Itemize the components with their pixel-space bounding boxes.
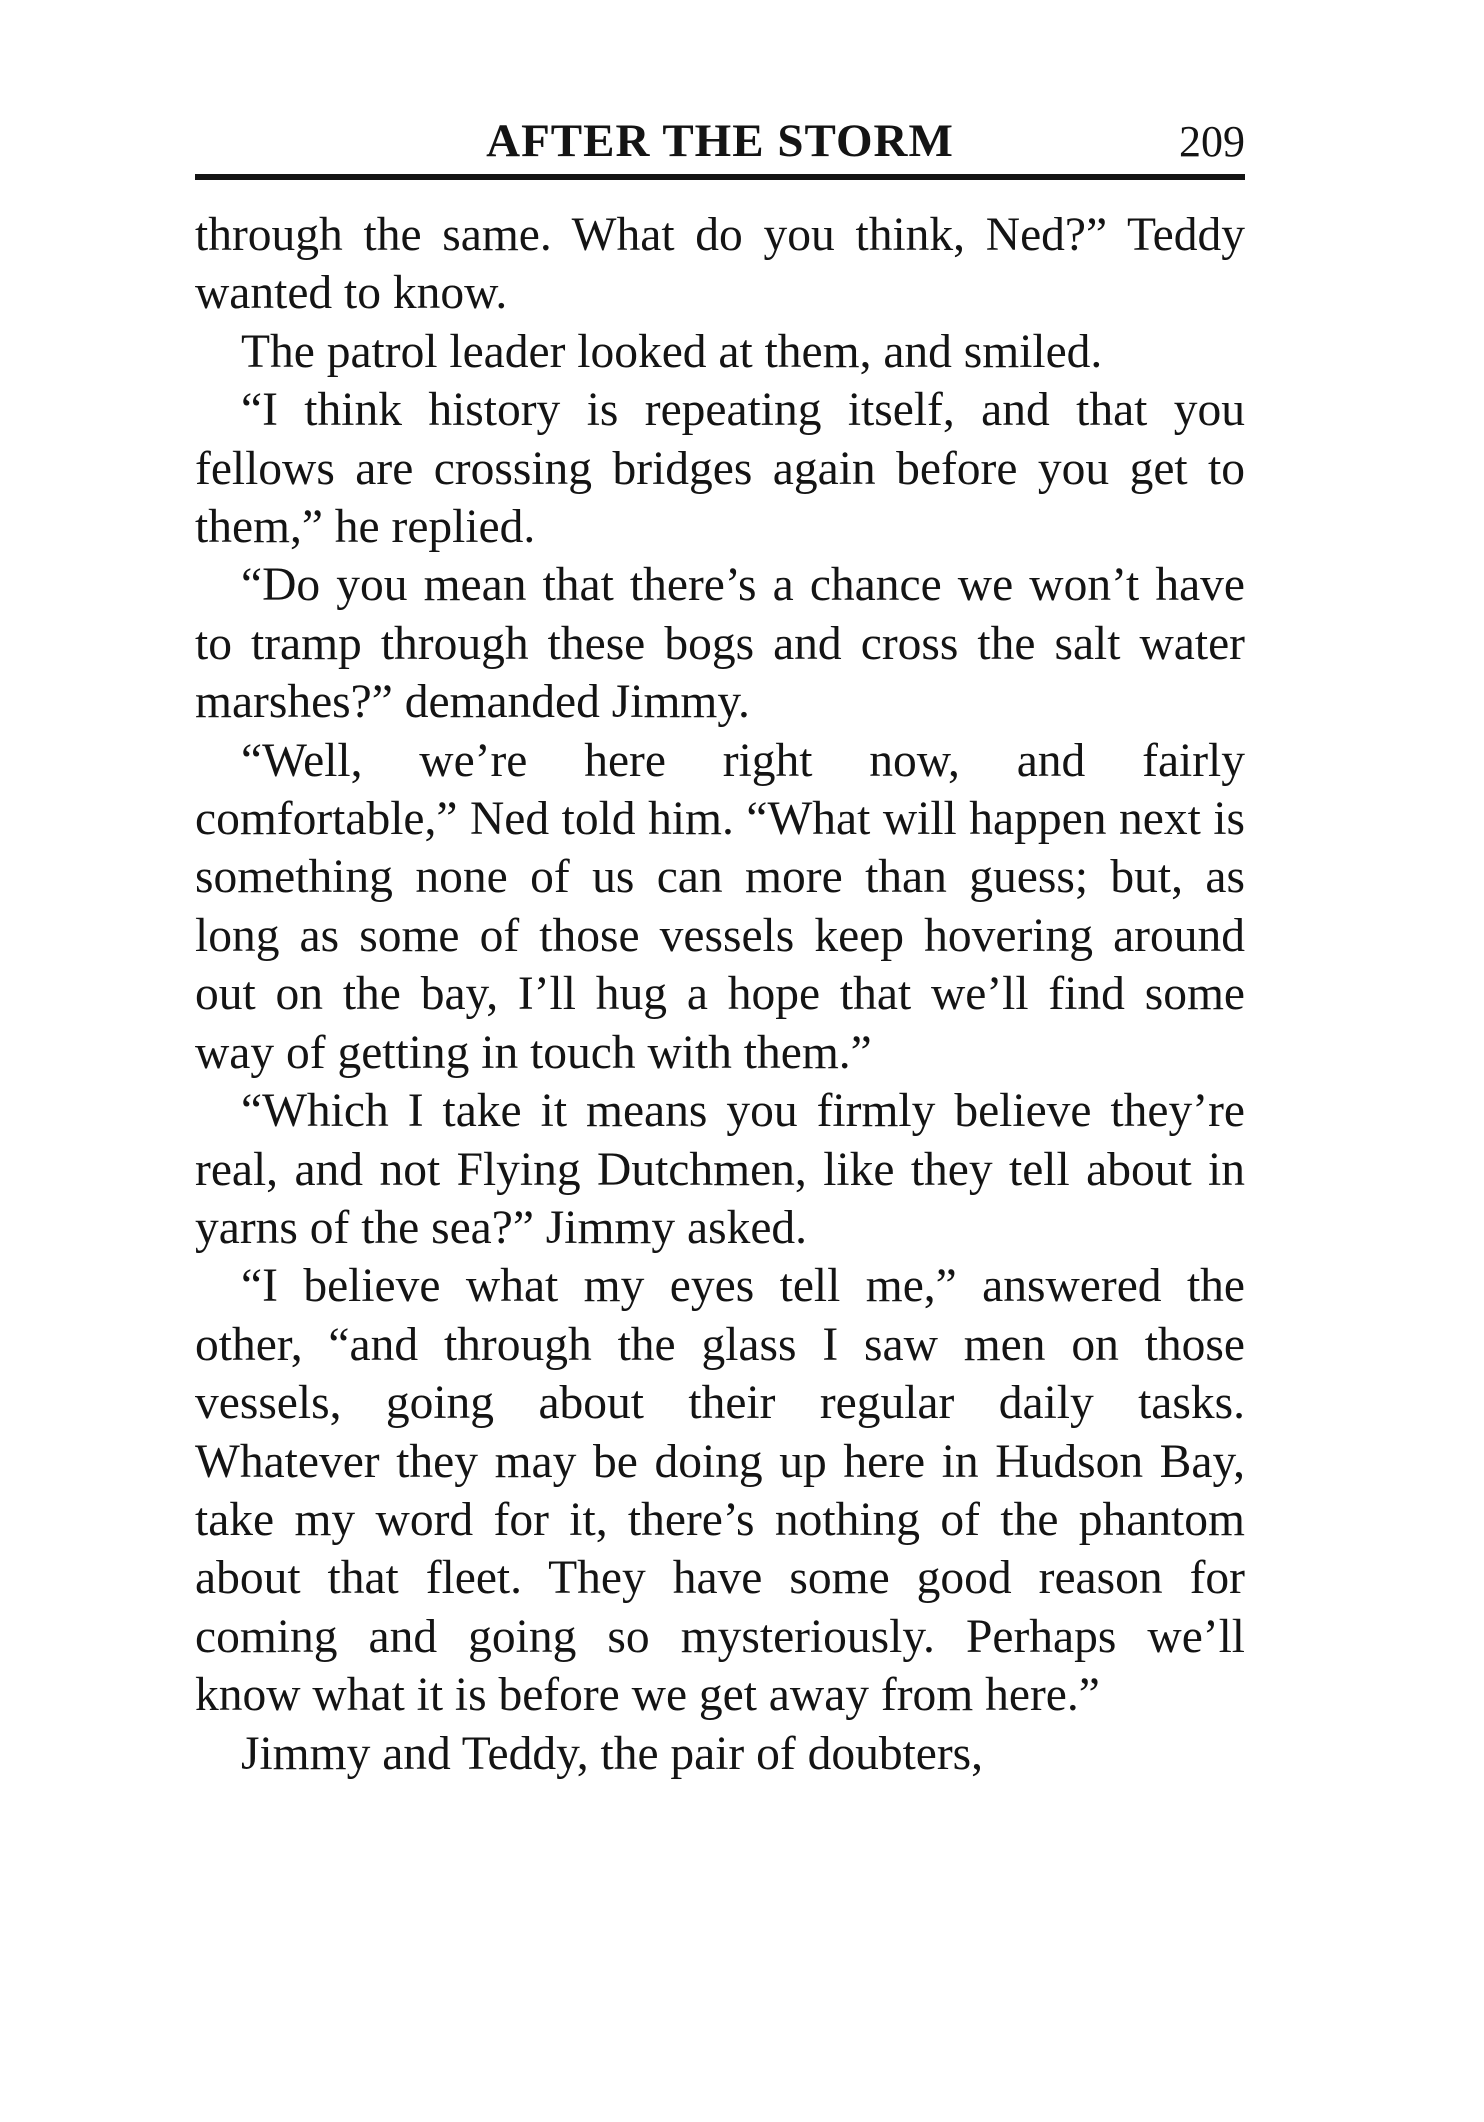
paragraph: “Well, we’re here right now, and fairly comfortable,” Ned told him. “What will happen next is something none of us can more than guess; but, as long as some of those vessels keep hovering around out on the bay, I’ll hug a hope that we’ll find some way of getting in touch with them.” (195, 734, 1245, 1079)
paragraph: “I think history is repeating itself, and that you fellows are crossing bridges again before you get to them,” he replied. (195, 384, 1245, 554)
book-page (195, 110, 1245, 1783)
chapter-title: AFTER THE STORM (486, 115, 954, 167)
paragraph: through the same. What do you think, Ned?” Teddy wanted to know. (195, 209, 1245, 320)
paragraph: “Do you mean that there’s a chance we won’t have to tramp through these bogs and cross the salt water marshes?” demanded Jimmy. (195, 559, 1245, 729)
paragraph: Jimmy and Teddy, the pair of doubters, (241, 1727, 984, 1780)
running-head (195, 110, 1245, 174)
body-text (195, 206, 1245, 1783)
paragraph: “Which I take it means you firmly believe they’re real, and not Flying Dutchmen, like they tell about in yarns of the sea?” Jimmy asked. (195, 1085, 1245, 1254)
header-rule (195, 174, 1245, 180)
page-number: 209 (1179, 117, 1245, 166)
paragraph: “I believe what my eyes tell me,” answered the other, “and through the glass I saw men on those vessels, going about their regular daily tasks. Whatever they may be doing up here in Hudson Bay, take my word for it, there’s nothing of the phantom about that fleet. They have some good reason for coming and going so mysteriously. Perhaps we’ll know what it is before we get away from here.” (195, 1260, 1245, 1722)
paragraph: The patrol leader looked at them, and smiled. (241, 325, 1103, 378)
